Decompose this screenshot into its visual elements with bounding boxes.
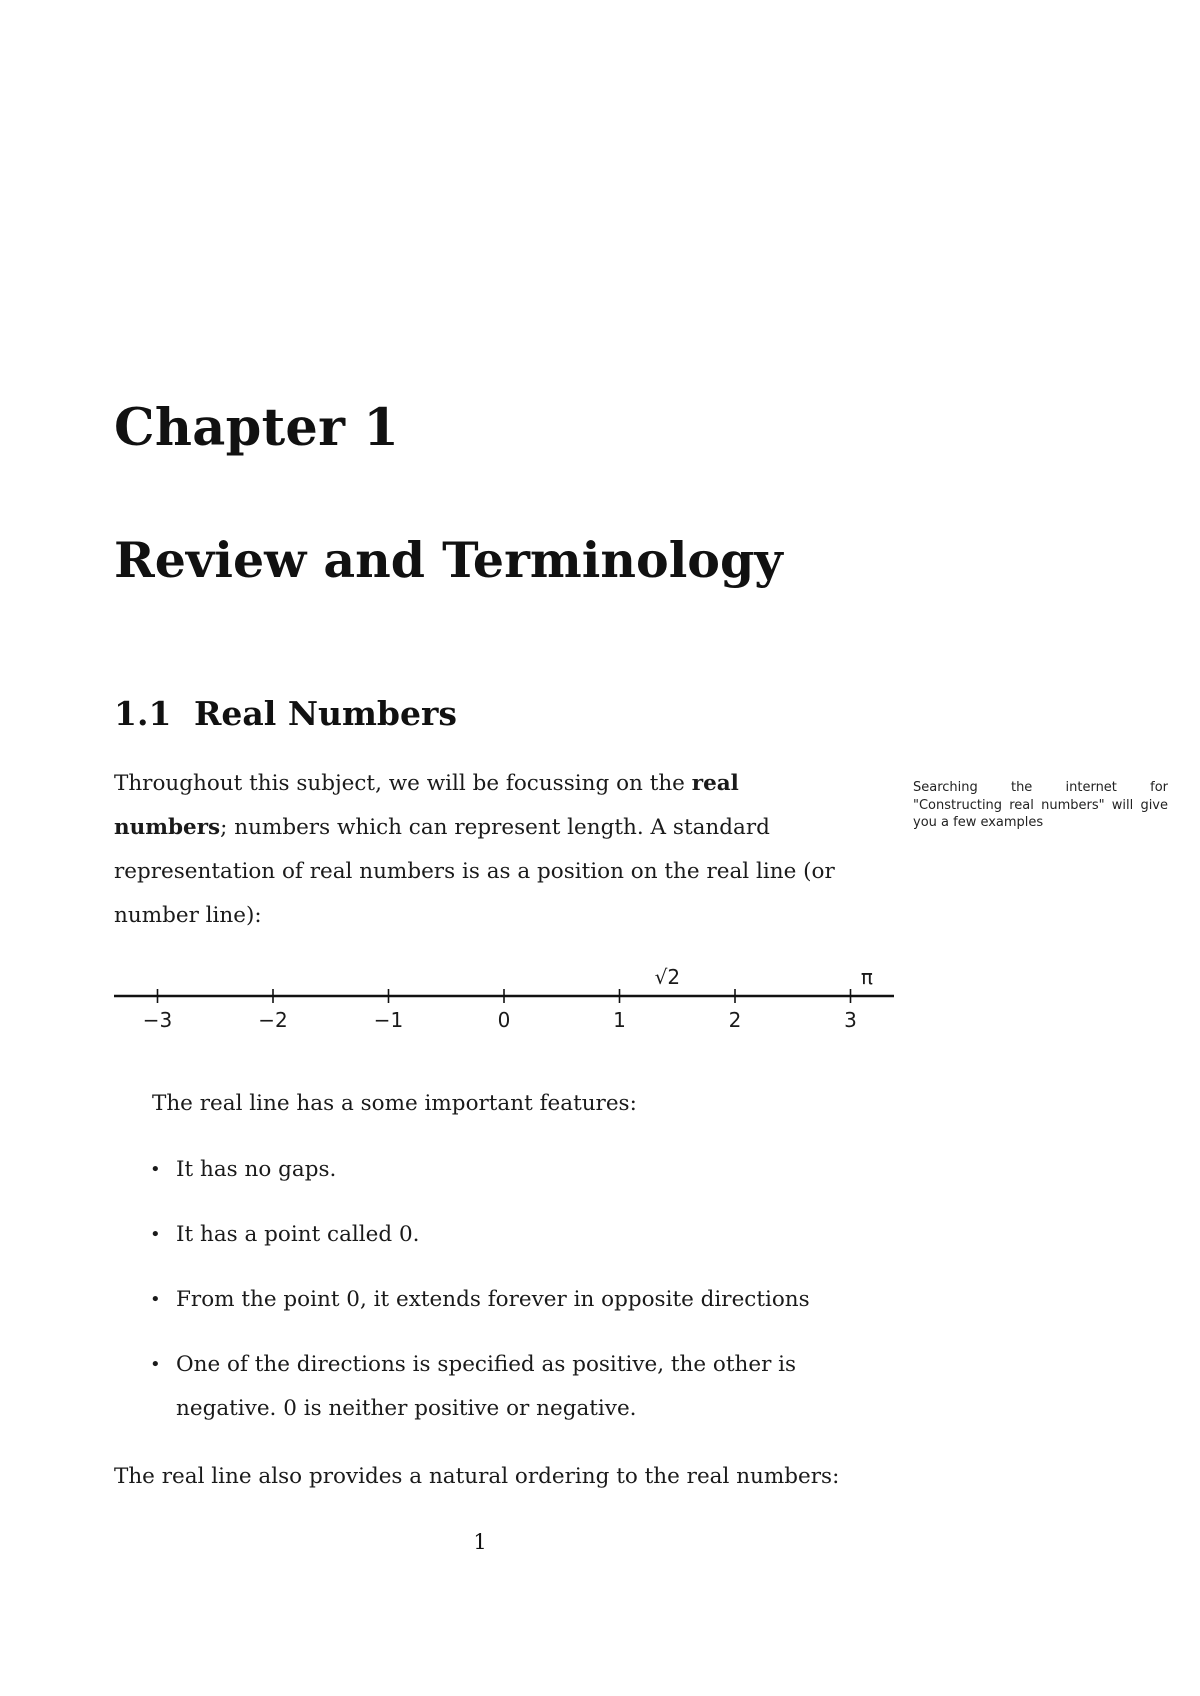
feature-list: [146, 1148, 866, 1452]
margin-note: Searching the internet for "Constructing real numbers" will give you a few examples: [913, 780, 1168, 830]
tick-label: 0: [497, 1008, 511, 1032]
chapter-label: Chapter 1: [114, 398, 400, 458]
tick-label: 1: [613, 1008, 626, 1032]
intro-paragraph: [114, 762, 854, 938]
intro-text-start: Throughout this subject, we will be focussing on the: [114, 771, 692, 796]
feature-text: One of the directions is specified as positive, the other is negative. 0 is neither positive or negative.: [176, 1352, 797, 1421]
tick-label: −2: [258, 1008, 288, 1032]
feature-item: [146, 1213, 866, 1257]
chapter-title: Review and Terminology: [114, 531, 783, 589]
tick-label: −3: [142, 1008, 173, 1032]
bullet-icon: •: [150, 1354, 161, 1375]
bullet-icon: •: [150, 1224, 161, 1245]
section-title: Real Numbers: [194, 694, 457, 733]
feature-item: [146, 1148, 866, 1192]
tick-label: −1: [373, 1008, 404, 1032]
bullet-icon: •: [150, 1289, 161, 1310]
feature-text: From the point 0, it extends forever in opposite directions: [176, 1287, 810, 1312]
marked-point-label: √2: [654, 965, 681, 989]
tick-label: 3: [844, 1008, 857, 1032]
page-number: 1: [473, 1530, 487, 1554]
marked-point-label: π: [860, 965, 873, 989]
feature-item: [146, 1343, 866, 1431]
section-number: 1.1: [114, 694, 172, 733]
closing-paragraph: The real line also provides a natural ordering to the real numbers:: [114, 1464, 840, 1489]
feature-item: [146, 1278, 866, 1322]
bullet-icon: •: [150, 1159, 161, 1180]
feature-text: It has a point called 0.: [176, 1222, 420, 1247]
section-heading: [114, 694, 457, 734]
real-numbers-term: real numbers: [114, 771, 739, 840]
tick-label: 2: [728, 1008, 742, 1032]
number-line-figure: [0, 940, 1200, 1050]
feature-text: It has no gaps.: [176, 1157, 337, 1182]
intro-text-end: ; numbers which can represent length. A standard representation of real numbers is as a position on the real line (or number line):: [114, 815, 835, 928]
features-intro: The real line has a some important features:: [152, 1091, 637, 1116]
